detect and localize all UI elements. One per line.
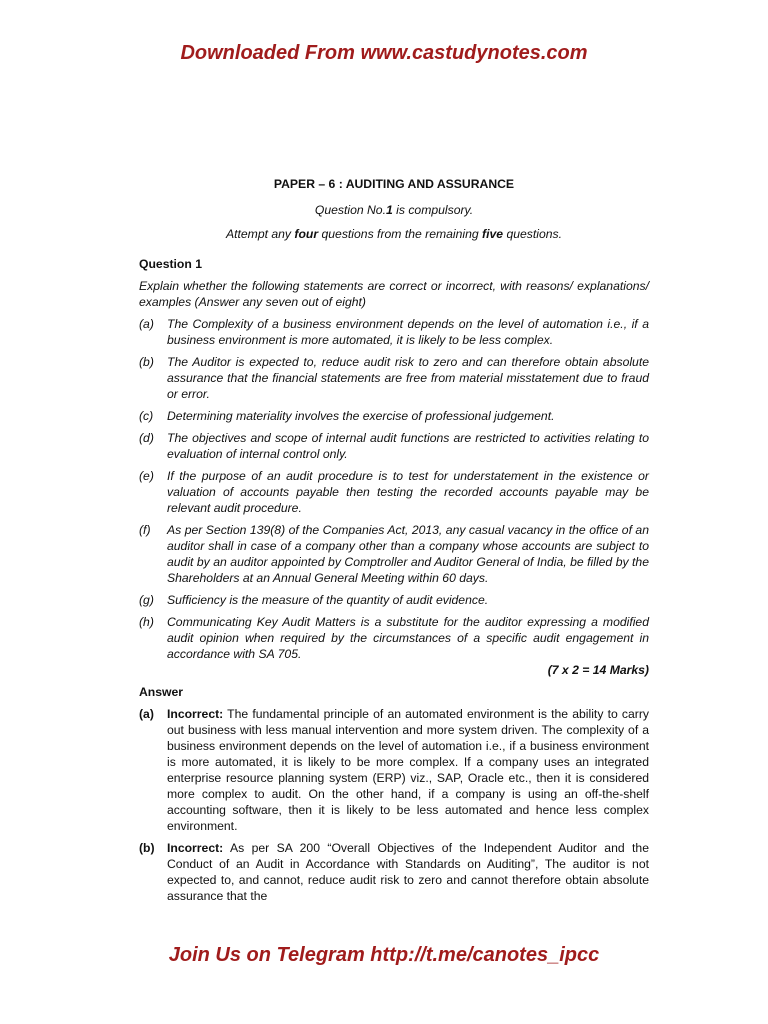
question-label: (f) [139,523,151,537]
answer-label: (b) [139,841,155,855]
question-text: Determining materiality involves the exercise of professional judgement. [167,409,555,423]
question-label: (a) [139,317,154,331]
question-label: (b) [139,355,154,369]
question-item [139,592,649,608]
answer-text: Incorrect: The fundamental principle of an automated environment is the ability to carry out business with less manual intervention and more system driven. The complexity of a business environment depends on the level of automation i.e., if a business environment is more automated, it is likely to be more complex. If a company uses an integrated enterprise resource planning system (ERP) viz., SAP, Oracle etc., then it is considered more complex to audit. On the other hand, if a company is using an off-the-shelf accounting software, then it is likely to be less automated and hence less complex environment. [167,707,649,833]
question-text: The Auditor is expected to, reduce audit risk to zero and can therefore obtain absolute assurance that the financial statements are free from material misstatement due to fraud or error. [167,355,649,401]
answer-list [139,706,649,904]
question-item [139,430,649,462]
question-text: The objectives and scope of internal audit functions are restricted to activities relating to evaluation of internal control only. [167,431,649,461]
answer-item [139,706,649,834]
answer-text: Incorrect: As per SA 200 “Overall Objectives of the Independent Auditor and the Conduct of an Audit in Accordance with Standards on Auditing”, The auditor is not expected to, and cannot, reduce audit risk to zero and cannot therefore obtain absolute assurance that the [167,841,649,903]
paper-title: PAPER – 6 : AUDITING AND ASSURANCE [273,177,515,191]
question-text: Sufficiency is the measure of the quantity of audit evidence. [167,593,489,607]
question-text: Communicating Key Audit Matters is a substitute for the auditor expressing a modified audit opinion when required by the circumstances of a specific audit engagement in accordance with SA 705. (7 x 2 = 14 Marks) [167,615,649,677]
instruction-compulsory: Question No.1 is compulsory. [314,203,474,217]
telegram-banner: Join Us on Telegram http://t.me/canotes_ipcc [168,944,600,966]
question-list [139,316,649,678]
question-heading: Question 1 [139,257,202,271]
marks-text: (7 x 2 = 14 Marks) [547,663,649,677]
instruction-attempt: Attempt any four questions from the remaining five questions. [225,227,563,241]
question-label: (d) [139,431,154,445]
question-text: The Complexity of a business environment depends on the level of automation i.e., if a business environment is more automated, it is likely to be less complex. [167,317,649,347]
question-text: If the purpose of an audit procedure is to test for understatement in the existence or valuation of accounts payable then testing the recorded accounts payable may be relevant audit procedure. [167,469,649,515]
question-label: (h) [139,615,154,629]
question-item [139,408,649,424]
question-item [139,614,649,678]
question-label: (e) [139,469,154,483]
download-banner: Downloaded From www.castudynotes.com [180,42,588,64]
question-item [139,468,649,516]
question-label: (c) [139,409,154,423]
question-item [139,522,649,586]
question-label: (g) [139,593,154,607]
question-text: As per Section 139(8) of the Companies Act, 2013, any casual vacancy in the office of an auditor shall in case of a company other than a company whose accounts are subject to audit by an auditor appointed by Comptroller and Auditor General of India, be filled by the Shareholders at an Annual General Meeting within 60 days. [167,523,649,585]
question-item [139,354,649,402]
question-item [139,316,649,348]
page-content [139,172,649,910]
answer-heading: Answer [139,685,184,699]
answer-label: (a) [139,707,154,721]
question-intro: Explain whether the following statements are correct or incorrect, with reasons/ explanations/ examples (Answer any seven out of eight) [139,279,649,309]
answer-item [139,840,649,904]
